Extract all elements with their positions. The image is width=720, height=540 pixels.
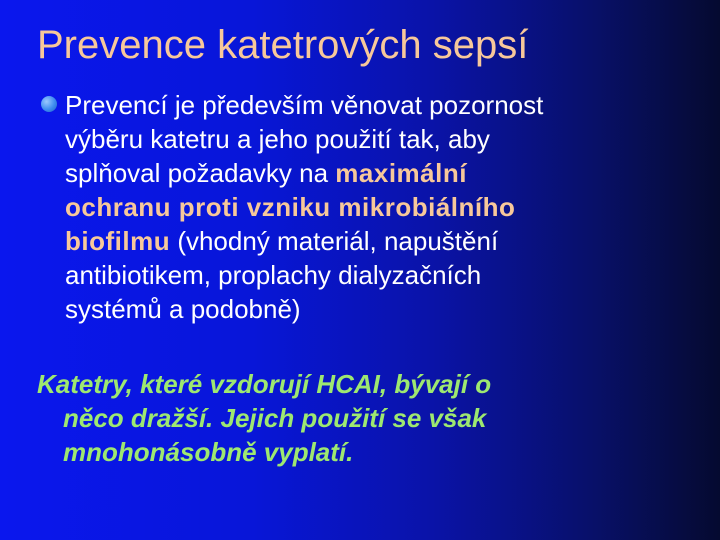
note-line-3: mnohonásobně vyplatí. <box>63 437 354 467</box>
note-line-1: Katetry, které vzdorují HCAI, bývají o <box>37 369 492 399</box>
note-line-2: něco dražší. Jejich použití se však <box>63 403 487 433</box>
summary-note <box>37 367 677 469</box>
bullet-list <box>40 88 680 326</box>
slide-title: Prevence katetrových sepsí <box>37 23 529 67</box>
bullet-line-1: Prevencí je především věnovat pozornost <box>65 90 544 120</box>
bullet-line-5-plain: (vhodný materiál, napuštění <box>170 226 499 256</box>
bullet-line-3 <box>65 156 680 190</box>
bullet-line-3-plain: splňoval požadavky na <box>65 158 336 188</box>
bullet-line-5 <box>65 224 680 258</box>
bullet-line-5-emphasis: biofilmu <box>65 226 171 256</box>
bullet-dot-icon <box>41 96 57 112</box>
bullet-line-3-emphasis: maximální <box>335 158 467 188</box>
bullet-line-2: výběru katetru a jeho použití tak, aby <box>65 124 490 154</box>
bullet-line-4-emphasis: ochranu proti vzniku mikrobiálního <box>65 192 516 222</box>
bullet-text <box>65 88 680 326</box>
bullet-item <box>40 88 680 326</box>
bullet-line-6: antibiotikem, proplachy dialyzačních <box>65 260 482 290</box>
bullet-line-7: systémů a podobně) <box>65 294 301 324</box>
